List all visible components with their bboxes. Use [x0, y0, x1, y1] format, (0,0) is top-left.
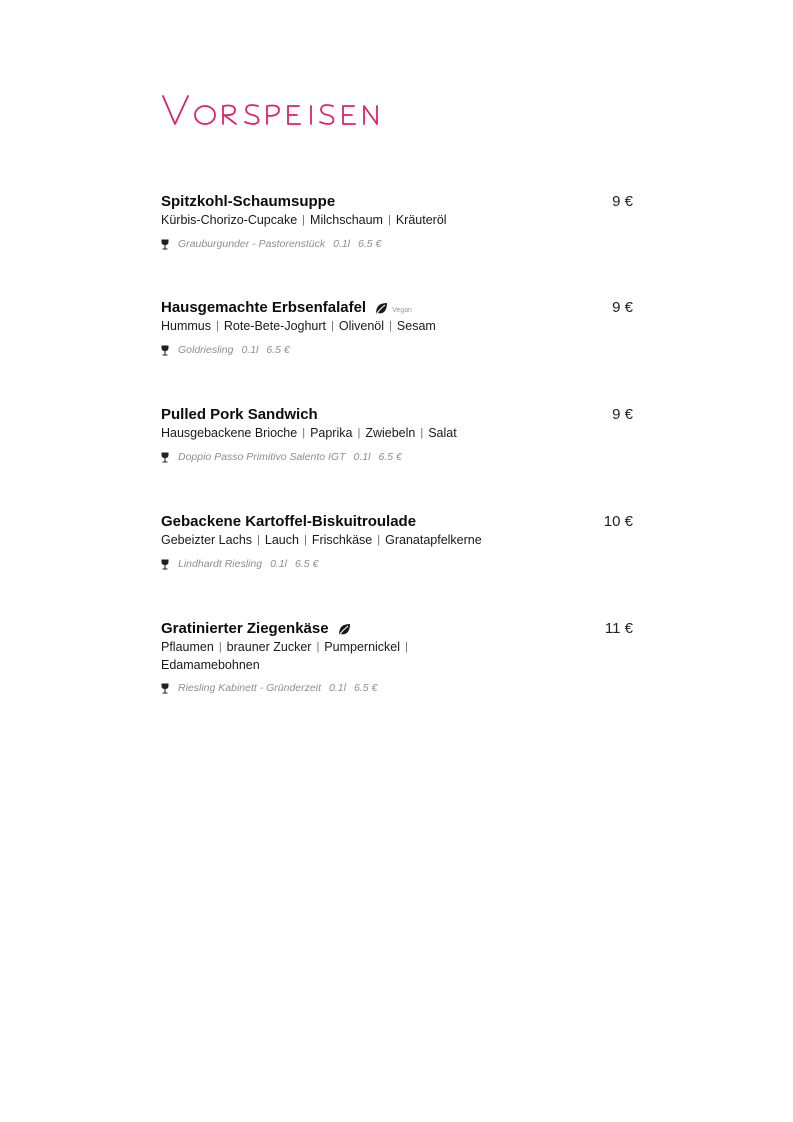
- menu-item-pulled-pork-sandwich: [161, 405, 633, 464]
- dish-price: 9 €: [612, 193, 633, 210]
- wine-glass-icon: [161, 559, 169, 570]
- dish-price: 9 €: [612, 299, 633, 316]
- wine-name: Grauburgunder - Pastorenstück: [178, 238, 326, 250]
- ingredient: Milchschaum: [310, 213, 383, 227]
- ingredient: Hausgebackene Brioche: [161, 426, 298, 440]
- wine-price: 6.5 €: [378, 451, 402, 463]
- leaf-icon: [375, 302, 388, 315]
- wine-pairing: [161, 557, 633, 571]
- ingredient: Salat: [428, 426, 457, 440]
- ingredient: Frischkäse: [311, 533, 373, 547]
- separator: |: [303, 534, 307, 546]
- wine-pairing: [161, 343, 633, 357]
- wine-name: Riesling Kabinett - Gründerzeit: [178, 682, 321, 694]
- dish-price: 9 €: [612, 406, 633, 423]
- dish-title-group: [161, 619, 351, 639]
- ingredient: Gebeizter Lachs: [161, 533, 253, 547]
- wine-glass-icon: [161, 452, 169, 463]
- dish-header: [161, 298, 633, 318]
- separator: |: [316, 641, 320, 653]
- dish-title-group: [161, 405, 318, 425]
- ingredient: Lauch: [264, 533, 299, 547]
- wine-pairing: [161, 237, 633, 251]
- ingredients-list: [161, 639, 451, 674]
- wine-name: Doppio Passo Primitivo Salento IGT: [178, 451, 346, 463]
- page-title: [161, 86, 461, 136]
- wine-volume: 0.1l: [329, 682, 346, 694]
- wine-pairing: [161, 450, 633, 464]
- dish-name: Gebackene Kartoffel-Biskuitroulade: [161, 513, 417, 530]
- ingredient: Pumpernickel: [324, 640, 401, 654]
- dish-header: [161, 619, 633, 639]
- dish-header: [161, 405, 633, 425]
- dish-name: Hausgemachte Erbsenfalafel: [161, 299, 367, 316]
- separator: |: [389, 320, 392, 332]
- wine-price: 6.5 €: [266, 344, 290, 356]
- ingredients-list: [161, 425, 457, 443]
- dish-name: Spitzkohl-Schaumsuppe: [161, 193, 336, 210]
- wine-volume: 0.1l: [270, 558, 287, 570]
- ingredient: Paprika: [310, 426, 353, 440]
- ingredients-list: [161, 532, 521, 550]
- wine-pairing: [161, 681, 633, 695]
- ingredient: Zwiebeln: [365, 426, 416, 440]
- separator: |: [302, 214, 306, 226]
- menu-item-erbsenfalafel: [161, 298, 633, 357]
- dish-price: 10 €: [603, 513, 633, 530]
- wine-glass-icon: [161, 683, 169, 694]
- ingredients-list: [161, 318, 451, 336]
- separator: |: [302, 427, 306, 439]
- vegan-label: Vegan: [392, 306, 412, 314]
- dish-title-group: [161, 192, 335, 212]
- wine-glass-icon: [161, 239, 169, 250]
- separator: |: [420, 427, 424, 439]
- separator: |: [218, 641, 222, 653]
- leaf-icon: [338, 623, 351, 636]
- dish-price: 11 €: [604, 620, 633, 637]
- dish-header: [161, 192, 633, 212]
- dish-header: [161, 512, 633, 532]
- dish-title-group: [161, 298, 412, 318]
- dish-title-group: [161, 512, 416, 532]
- separator: |: [216, 320, 219, 332]
- dish-name: Gratinierter Ziegenkäse: [161, 620, 329, 637]
- wine-volume: 0.1l: [241, 344, 259, 356]
- separator: |: [331, 320, 334, 332]
- ingredient: Hummus: [161, 319, 212, 333]
- separator: |: [405, 641, 408, 653]
- ingredient: Pflaumen: [161, 640, 214, 654]
- wine-price: 6.5 €: [295, 558, 319, 570]
- wine-price: 6.5 €: [353, 682, 378, 694]
- wine-volume: 0.1l: [333, 238, 351, 250]
- wine-glass-icon: [161, 345, 169, 356]
- ingredient: Kräuteröl: [395, 213, 447, 227]
- menu-item-spitzkohl-schaumsuppe: [161, 192, 633, 251]
- wine-name: Lindhardt Riesling: [178, 558, 263, 570]
- ingredient: brauner Zucker: [226, 640, 312, 654]
- ingredient: Olivenöl: [338, 319, 385, 333]
- ingredient: Edamamebohnen: [161, 658, 260, 672]
- menu-item-gratinierter-ziegenkaese: [161, 619, 633, 695]
- separator: |: [257, 534, 260, 546]
- ingredients-list: [161, 212, 451, 230]
- wine-price: 6.5 €: [358, 238, 382, 250]
- separator: |: [357, 427, 361, 439]
- menu-item-kartoffel-biskuitroulade: [161, 512, 633, 571]
- separator: |: [377, 534, 381, 546]
- ingredient: Sesam: [396, 319, 436, 333]
- ingredient: Granatapfelkerne: [385, 533, 482, 547]
- wine-volume: 0.1l: [353, 451, 371, 463]
- ingredient: Kürbis-Chorizo-Cupcake: [161, 213, 298, 227]
- wine-name: Goldriesling: [178, 344, 234, 356]
- dish-name: Pulled Pork Sandwich: [161, 406, 318, 423]
- ingredient: Rote-Bete-Joghurt: [223, 319, 327, 333]
- separator: |: [387, 214, 391, 226]
